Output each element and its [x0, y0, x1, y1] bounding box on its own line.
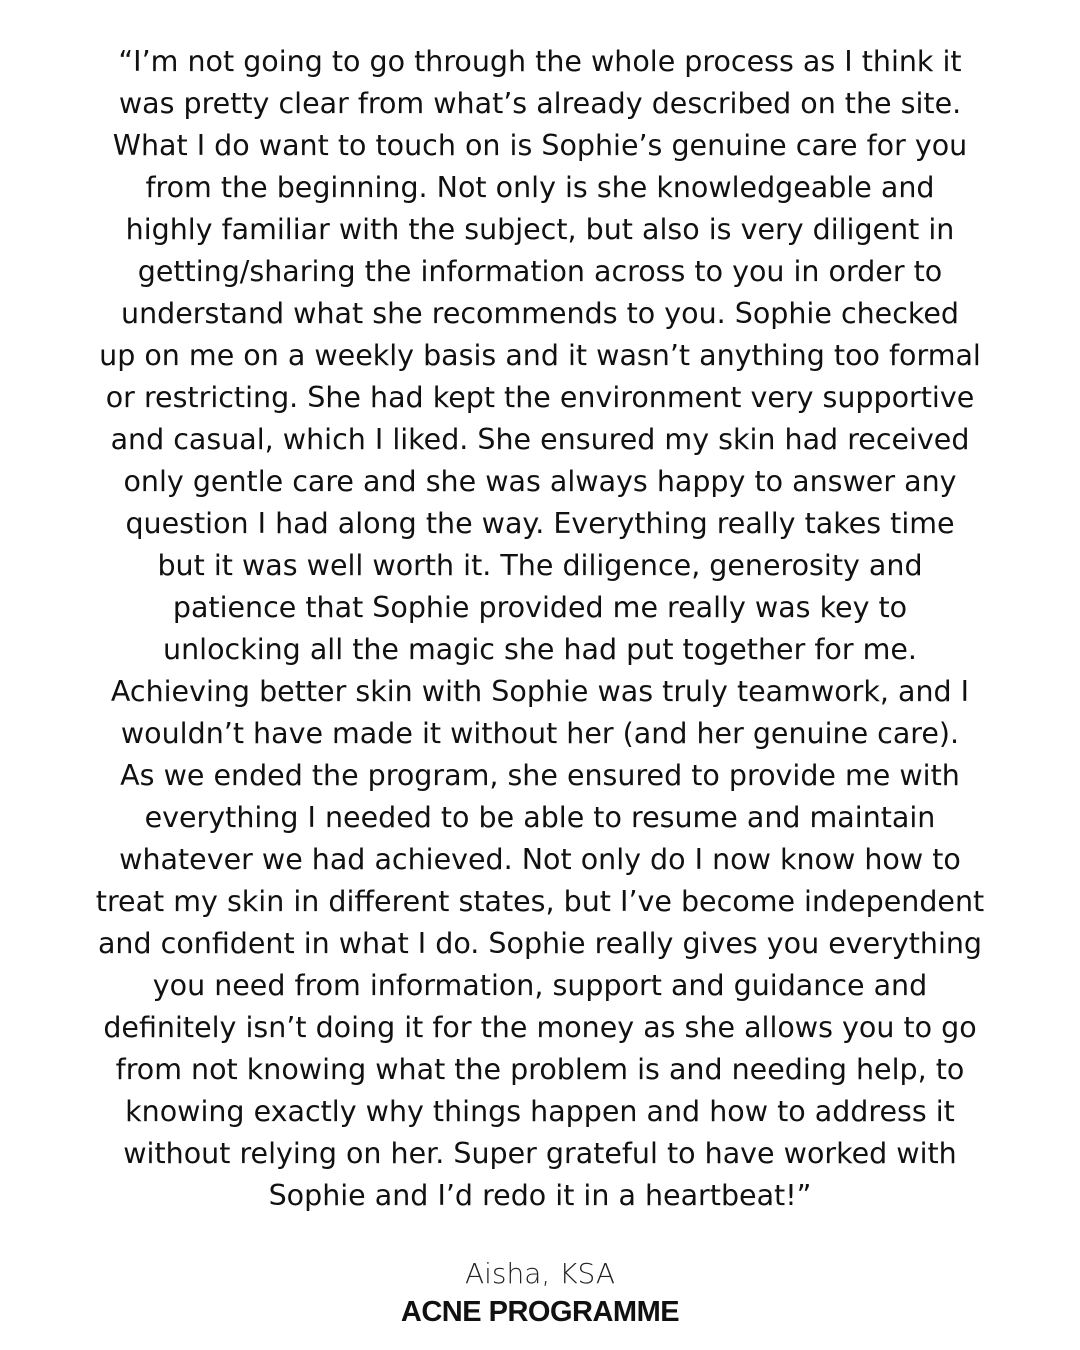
quote-line: whatever we had achieved. Not only do I now know how to — [119, 843, 961, 876]
quote-line: without relying on her. Super grateful to have worked with — [123, 1137, 957, 1170]
attribution — [0, 1256, 1080, 1330]
quote-line: was pretty clear from what’s already described on the site. — [118, 87, 962, 120]
quote-line: knowing exactly why things happen and how to address it — [125, 1095, 955, 1128]
programme-name: ACNE PROGRAMME — [400, 1296, 680, 1328]
quote-line: but it was well worth it. The diligence, generosity and — [157, 549, 923, 582]
quote-line: from not knowing what the problem is and needing help, to — [115, 1053, 965, 1086]
quote-line: As we ended the program, she ensured to provide me with — [120, 759, 960, 792]
quote-line: What I do want to touch on is Sophie’s genuine care for you — [112, 129, 968, 162]
quote-line: wouldn’t have made it without her (and her genuine care). — [120, 717, 960, 750]
quote-line: definitely isn’t doing it for the money as she allows you to go — [103, 1011, 977, 1044]
quote-line: up on me on a weekly basis and it wasn’t anything too formal — [99, 339, 981, 372]
quote-line: or restricting. She had kept the environment very supportive — [105, 381, 975, 414]
quote-line: Achieving better skin with Sophie was truly teamwork, and I — [110, 675, 970, 708]
quote-line: treat my skin in different states, but I’ve become independent — [95, 885, 985, 918]
quote-line: patience that Sophie provided me really was key to — [172, 591, 908, 624]
quote-line: “I’m not going to go through the whole process as I think it — [118, 45, 962, 78]
quote-line: only gentle care and she was always happy to answer any — [123, 465, 957, 498]
quote-line: everything I needed to be able to resume and maintain — [144, 801, 936, 834]
quote-line: question I had along the way. Everything really takes time — [125, 507, 955, 540]
author-name: Aisha, KSA — [464, 1257, 616, 1290]
quote-line: highly familiar with the subject, but also is very diligent in — [125, 213, 955, 246]
testimonial-quote — [70, 41, 1010, 1217]
quote-line: from the beginning. Not only is she knowledgeable and — [145, 171, 935, 204]
quote-line: Sophie and I’d redo it in a heartbeat!” — [268, 1179, 812, 1212]
quote-line: and casual, which I liked. She ensured my skin had received — [110, 423, 970, 456]
quote-line: and confident in what I do. Sophie really gives you everything — [97, 927, 983, 960]
quote-line: getting/sharing the information across to you in order to — [137, 255, 943, 288]
quote-line: you need from information, support and guidance and — [152, 969, 928, 1002]
quote-line: understand what she recommends to you. Sophie checked — [121, 297, 959, 330]
quote-line: unlocking all the magic she had put together for me. — [163, 633, 917, 666]
